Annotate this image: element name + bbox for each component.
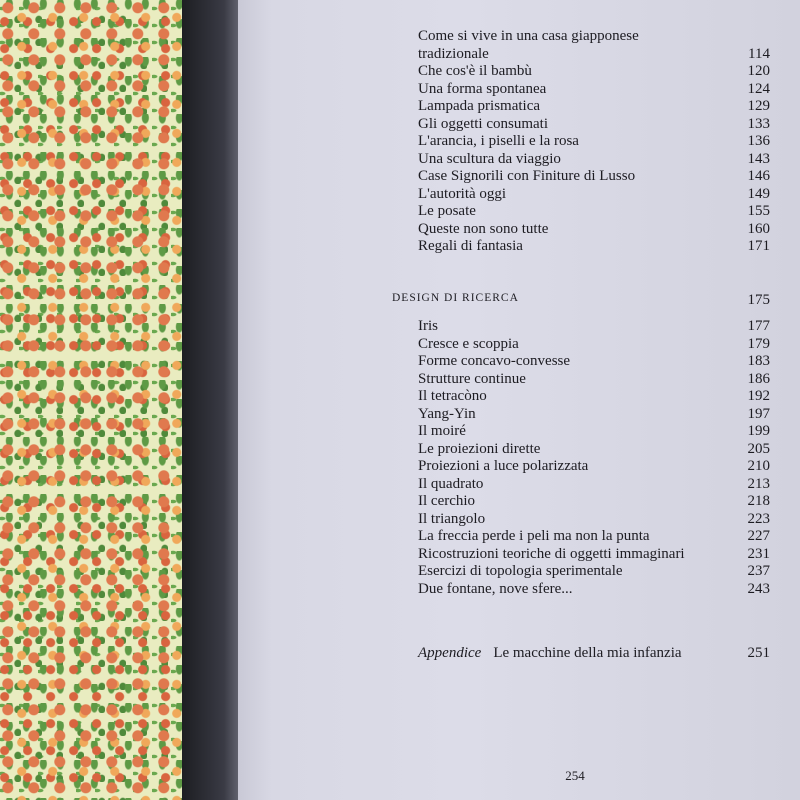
toc-entry-page: 205 (747, 440, 770, 457)
toc-entry (418, 353, 770, 371)
toc-entry-page: 146 (747, 168, 770, 184)
appendix-title: Le macchine della mia infanzia (493, 645, 682, 661)
toc-entry (418, 133, 770, 151)
toc-entry-page: 155 (747, 203, 770, 219)
appendix-page: 251 (747, 645, 770, 661)
toc-entry-page: 223 (747, 510, 770, 527)
toc-entry-title: Cresce e scoppia (418, 335, 519, 352)
toc-entry-title: La freccia perde i peli ma non la punta (418, 528, 650, 544)
section-heading (392, 292, 770, 309)
toc-entry-page: 129 (747, 98, 770, 114)
toc-entry-page: 197 (747, 405, 770, 422)
toc-entry-title: L'autorità oggi (418, 185, 507, 202)
appendix-label: Appendice (418, 645, 482, 661)
toc-entry-page: 143 (747, 150, 770, 167)
toc-entry-title: Iris (418, 318, 438, 334)
toc-entry-page: 243 (747, 580, 770, 597)
toc-entry (418, 238, 770, 256)
toc-entry (418, 493, 770, 511)
toc-entry-title: Il tetracòno (418, 388, 487, 404)
toc-entry-page: 199 (747, 423, 770, 439)
toc-entry (418, 563, 770, 581)
toc-entry (418, 203, 770, 221)
toc-entry (418, 388, 770, 406)
toc-entry-title: Due fontane, nove sfere... (418, 580, 573, 597)
toc-entry (418, 221, 770, 239)
toc-entry-page: 210 (747, 458, 770, 474)
appendix-entry (418, 645, 770, 663)
toc-entry-title: Una forma spontanea (418, 80, 547, 97)
toc-entry-page: 124 (747, 80, 770, 97)
toc-entry-title: Le posate (418, 203, 476, 219)
toc-entry-page: 160 (747, 220, 770, 237)
toc-entry-page: 227 (747, 528, 770, 544)
toc-entry-title: Una scultura da viaggio (418, 150, 561, 167)
toc-entry-title: Strutture continue (418, 370, 526, 387)
toc-entry (418, 476, 770, 494)
toc-entry (418, 98, 770, 116)
toc-entry-page: 114 (748, 45, 770, 62)
toc-entry-title: Il quadrato (418, 475, 484, 492)
toc-entry-page: 133 (747, 115, 770, 132)
toc-entry-page: 179 (747, 335, 770, 352)
toc-entry-page: 237 (747, 563, 770, 579)
toc-entry (418, 168, 770, 186)
toc-entry-title: Forme concavo-convesse (418, 353, 571, 369)
toc-entry-page: 186 (747, 370, 770, 387)
toc-entry-page: 183 (747, 353, 770, 369)
table-of-contents-research (418, 318, 770, 598)
toc-entry-page: 149 (747, 185, 770, 202)
toc-entry (418, 546, 770, 564)
toc-entry (418, 423, 770, 441)
toc-entry (418, 528, 770, 546)
toc-entry-title: Proiezioni a luce polarizzata (418, 458, 589, 474)
table-of-contents-top (418, 28, 770, 256)
section-page: 175 (747, 292, 770, 308)
toc-entry-title: Queste non sono tutte (418, 220, 549, 237)
toc-entry (418, 151, 770, 169)
toc-entry-page: 231 (747, 545, 770, 562)
section-title: DESIGN DI RICERCA (392, 292, 519, 304)
toc-entry (418, 186, 770, 204)
toc-entry (418, 28, 770, 63)
toc-entry-page: 213 (747, 475, 770, 492)
toc-entry-page: 171 (747, 238, 770, 254)
toc-entry-page: 218 (747, 493, 770, 509)
toc-entry-title: Che cos'è il bambù (418, 63, 532, 79)
toc-entry-title: Il triangolo (418, 510, 486, 527)
toc-entry (418, 441, 770, 459)
toc-entry-title: Gli oggetti consumati (418, 115, 548, 132)
toc-entry-title: L'arancia, i piselli e la rosa (418, 133, 579, 149)
toc-entry (418, 371, 770, 389)
book-gutter (182, 0, 242, 800)
toc-entry-page: 136 (747, 133, 770, 149)
toc-entry-title: Le proiezioni dirette (418, 440, 541, 457)
toc-entry (418, 581, 770, 599)
toc-entry-page: 177 (747, 318, 770, 334)
toc-entry (418, 511, 770, 529)
toc-entry (418, 63, 770, 81)
toc-entry-title: Lampada prismatica (418, 98, 541, 114)
toc-entry (418, 406, 770, 424)
toc-entry-title: Il moiré (418, 423, 466, 439)
floral-endpaper (0, 0, 182, 800)
toc-entry (418, 318, 770, 336)
toc-entry-title: Ricostruzioni teoriche di oggetti immaginari (418, 545, 685, 562)
toc-entry (418, 458, 770, 476)
toc-entry-title: Case Signorili con Finiture di Lusso (418, 168, 636, 184)
toc-entry-title: Il cerchio (418, 493, 476, 509)
toc-entry-title: Esercizi di topologia sperimentale (418, 563, 623, 579)
page-number: 254 (565, 768, 585, 783)
toc-entry-title: Regali di fantasia (418, 238, 523, 254)
toc-entry (418, 336, 770, 354)
toc-entry (418, 116, 770, 134)
toc-entry-title: Yang-Yin (418, 405, 476, 422)
toc-entry-page: 192 (747, 388, 770, 404)
toc-entry-title: Come si vive in una casa giapponese tradizionale (418, 28, 639, 62)
toc-entry-page: 120 (747, 63, 770, 79)
toc-entry (418, 81, 770, 99)
